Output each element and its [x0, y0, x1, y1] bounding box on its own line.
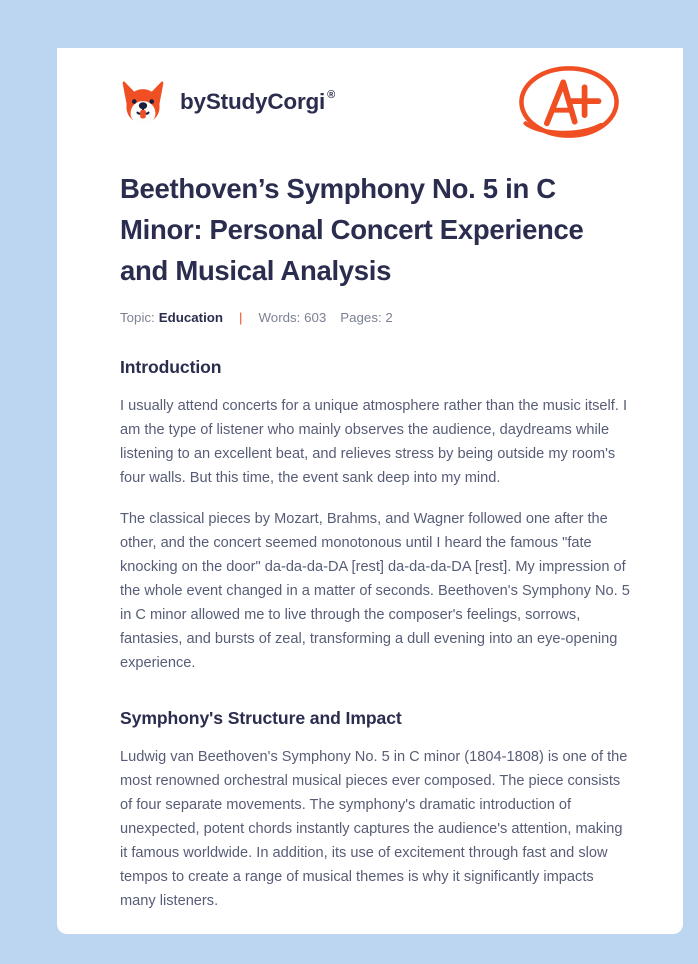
page-title: Beethoven’s Symphony No. 5 in C Minor: Personal Concert Experience and Musical Analysis: [120, 173, 584, 286]
document-content: [120, 168, 632, 913]
a-plus-circled-icon: [515, 61, 623, 143]
section-heading-introduction: Introduction: [120, 357, 222, 378]
pages-count: [340, 311, 393, 324]
brand-name: StudyCorgi: [205, 88, 326, 114]
meta-separator: |: [239, 310, 243, 325]
pages-value: 2: [385, 310, 393, 325]
pages-label: Pages:: [340, 310, 382, 325]
words-label: Words:: [258, 310, 301, 325]
topic-value: Education: [158, 310, 224, 325]
section-heading-symphonys-structure-and-impact: Symphony's Structure and Impact: [120, 708, 402, 729]
brand-wordmark: [180, 88, 336, 114]
section-paragraph: I usually attend concerts for a unique atmosphere rather than the music itself. I am the type of listener who mainly observes the audience, daydreams while listening to an excellent beat, and relieves stress by being outside my room's four walls. But this time, the event sank deep into my mind.: [120, 398, 627, 487]
brand-prefix: by: [180, 88, 206, 114]
document-metadata: [120, 311, 632, 324]
corgi-head-icon: [120, 79, 166, 125]
section-paragraph: Ludwig van Beethoven's Symphony No. 5 in C minor (1804-1808) is one of the most renowned orchestral musical pieces ever composed. The piece consists of four separate movements. The symphony's dramatic introduction of unexpected, potent chords instantly captures the audience's attention, making it famous worldwide. In addition, its use of excitement through fast and slow tempos to create a range of musical themes is why it significantly impacts many listeners.: [120, 749, 628, 910]
section-paragraph: The classical pieces by Mozart, Brahms, and Wagner followed one after the other, and the concert seemed monotonous until I heard the famous "fate knocking on the door" da-da-da-DA [rest] da-da-da-DA [rest]. My impression of the whole event changed in a matter of seconds. Beethoven's Symphony No. 5 in C minor allowed me to live through the composer's feelings, sorrows, fantasies, and bursts of zeal, transforming a dull evening into an eye-opening experience.: [120, 511, 630, 672]
words-value: 603: [304, 310, 327, 325]
document-page: [57, 48, 683, 934]
document-header: [57, 48, 683, 156]
registered-trademark-icon: ®: [327, 88, 336, 101]
words-count: [259, 311, 327, 324]
topic-label: Topic:: [120, 310, 155, 325]
studycorgi-brand[interactable]: [120, 79, 335, 125]
